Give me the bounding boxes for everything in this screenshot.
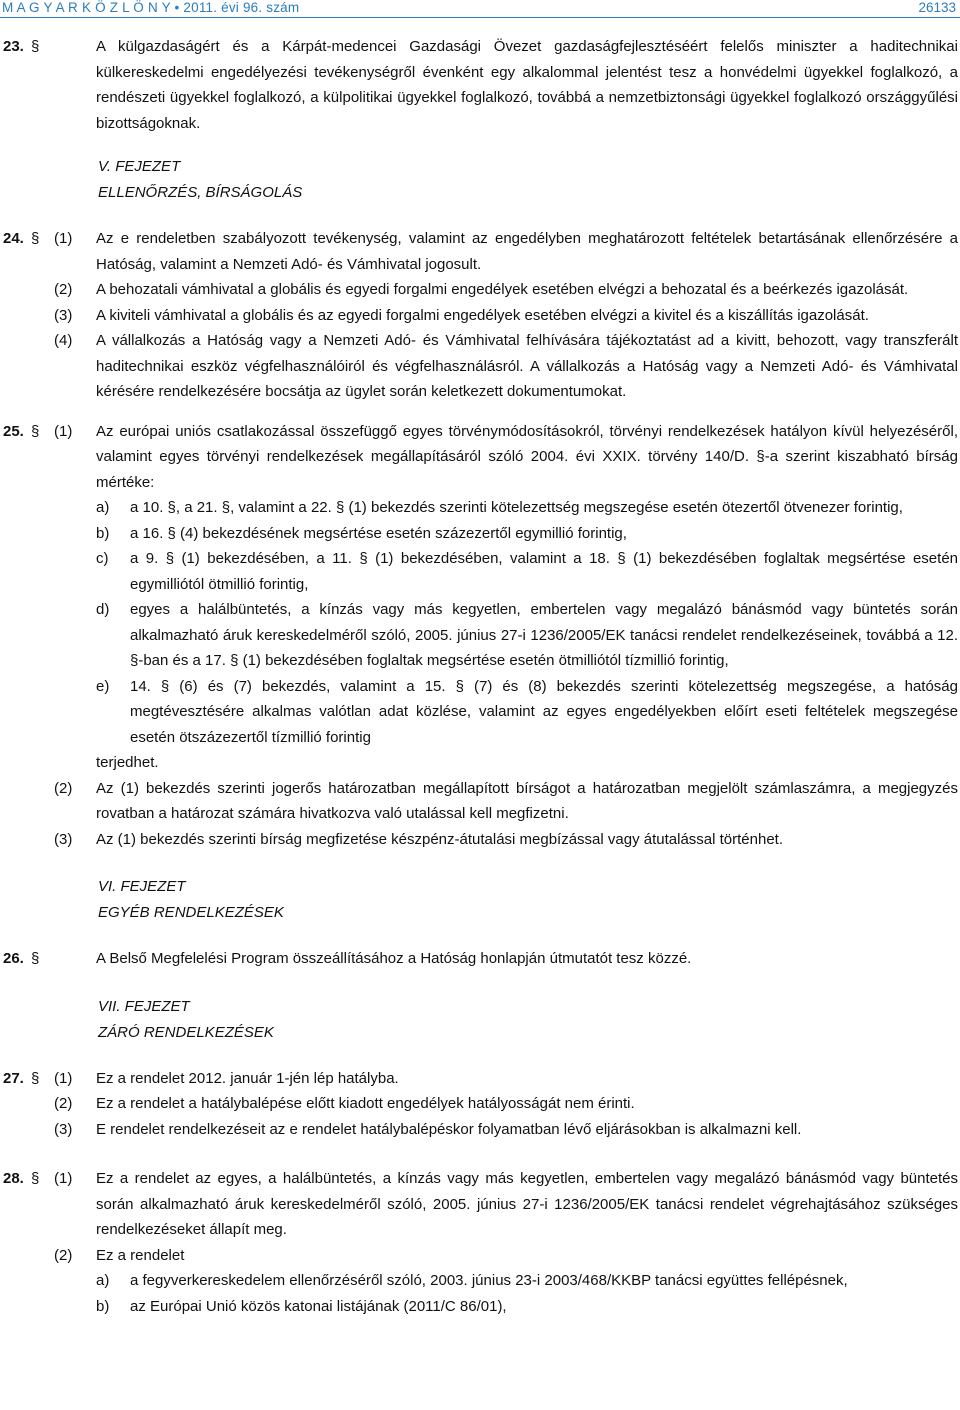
item-label: e) bbox=[96, 677, 110, 695]
item-text: a 9. § (1) bekezdésében, a 11. § (1) bekezdésében, valamint a 18. § (1) bekezdésében foglaltak megsértése esetén egymilliótól ötmillió forintig, bbox=[130, 550, 958, 593]
paragraph bbox=[54, 776, 958, 827]
section-number: 25. bbox=[3, 422, 24, 440]
paragraph-text: A behozatali vámhivatal a globális és egyedi forgalmi engedélyek esetében elvégzi a behozatal és a beérkezés igazolását. bbox=[96, 281, 909, 298]
running-header bbox=[0, 0, 960, 18]
section-symbol: § bbox=[31, 38, 40, 55]
paragraph-intro: Ez a rendelet bbox=[96, 1246, 185, 1264]
section-26 bbox=[0, 946, 958, 972]
paragraph bbox=[54, 277, 958, 303]
paragraph-label: (2) bbox=[54, 779, 73, 797]
section-number: 23. bbox=[3, 38, 24, 55]
item-label: c) bbox=[96, 550, 109, 567]
item-list bbox=[96, 1268, 848, 1319]
section-symbol: § bbox=[31, 950, 40, 967]
paragraph bbox=[54, 1117, 958, 1143]
paragraph-label: (1) bbox=[54, 422, 73, 440]
journal-title: M A G Y A R K Ö Z L Ö N Y • 2011. évi 96. szám bbox=[2, 0, 300, 15]
section-27 bbox=[0, 1066, 958, 1143]
chapter-title: VII. FEJEZET bbox=[98, 997, 190, 1015]
section-number: 26. bbox=[3, 950, 24, 967]
paragraph-label: (2) bbox=[54, 281, 73, 298]
paragraph bbox=[54, 1066, 958, 1092]
chapter-subtitle: EGYÉB RENDELKEZÉSEK bbox=[98, 904, 284, 921]
item-label: d) bbox=[96, 601, 110, 618]
paragraph-tail: terjedhet. bbox=[96, 754, 159, 771]
list-item bbox=[96, 597, 958, 674]
paragraph-label: (2) bbox=[54, 1095, 73, 1112]
paragraph bbox=[54, 1166, 958, 1243]
section-text: A külgazdaságért és a Kárpát-medencei Gazdasági Övezet gazdaságfejlesztéséért felelős miniszter a haditechnikai külkereskedelmi engedélyezési tevékenységről évenként egy alkalommal jelentést tesz a honvédelmi ügyekkel foglalkozó, a rendészeti ügyekkel foglalkozó, a külpolitikai ügyekkel foglalkozó, továbbá a nemzetbiztonsági ügyekkel foglalkozó országgyűlési bizottságoknak. bbox=[96, 38, 958, 132]
chapter-title: V. FEJEZET bbox=[98, 158, 181, 175]
list-item bbox=[96, 1294, 848, 1320]
section-25 bbox=[0, 419, 958, 853]
chapter-7-heading bbox=[98, 994, 958, 1046]
section-number: 24. bbox=[3, 230, 24, 247]
section-number: 28. bbox=[3, 1170, 24, 1187]
paragraph-text: Ez a rendelet az egyes, a halálbüntetés, a kínzás vagy más kegyetlen, embertelen vagy megalázó bánásmód vagy büntetés során alkalmazható áruk kereskedelméről szóló, 2005. június 27-i 1236/2005/EK tanácsi rendelet végrehajtásához szükséges rendelkezéseket állapít meg. bbox=[96, 1170, 958, 1238]
paragraph-intro: Az európai uniós csatlakozással összefüggő egyes törvénymódosításokról, törvényi rendelkezések hatályon kívül helyezéséről, valamint egyes törvényi rendelkezések megállapításáról szóló 2004. évi XXIX. törvény 140/D. §-a szerint kiszabható bírság mértéke: bbox=[96, 422, 958, 491]
chapter-5-heading bbox=[98, 154, 958, 206]
paragraph bbox=[54, 226, 958, 277]
chapter-title: VI. FEJEZET bbox=[98, 878, 186, 895]
section-symbol: § bbox=[31, 230, 40, 247]
paragraph bbox=[54, 1091, 958, 1117]
paragraph-text: A kiviteli vámhivatal a globális és az egyedi forgalmi engedélyek esetében elvégzi a kivitel és a kiszállítás igazolását. bbox=[96, 306, 869, 324]
item-label: a) bbox=[96, 499, 110, 516]
item-text: egyes a halálbüntetés, a kínzás vagy más kegyetlen, embertelen vagy megalázó bánásmód vagy büntetés során alkalmazható áruk kereskedelméről szóló, 2005. június 27-i 1236/2005/EK tanácsi rendelet rendelkezéseinek, továbbá a 12. §-ban és a 17. § (1) bekezdésében foglaltak megsértése esetén ötmilliótól tízmillió forintig, bbox=[130, 601, 958, 669]
document-body bbox=[0, 34, 958, 1319]
item-text: a 10. §, a 21. §, valamint a 22. § (1) bekezdés szerinti kötelezettség megszegése esetén ötezertől ötvenezer forintig, bbox=[130, 499, 903, 516]
item-text: a 16. § (4) bekezdésének megsértése esetén százezertől egymillió forintig, bbox=[130, 524, 627, 542]
paragraph-text: Az (1) bekezdés szerinti bírság megfizetése készpénz-átutalási megbízással vagy átutalással történhet. bbox=[96, 830, 784, 848]
section-symbol: § bbox=[31, 1069, 40, 1087]
section-symbol: § bbox=[31, 1170, 40, 1187]
paragraph-text: A vállalkozás a Hatóság vagy a Nemzeti Adó- és Vámhivatal felhívására tájékoztatást ad a kivitt, behozott, vagy transzferált haditechnikai eszköz végfelhasználóiról és végfelhasználásról. A vállalkozás a Hatóság vagy a Nemzeti Adó- és Vámhivatal kérésére rendelkezésére bocsátja az ügylet során keletkezett dokumentumokat. bbox=[96, 332, 958, 400]
chapter-6-heading bbox=[98, 874, 958, 926]
item-label: b) bbox=[96, 524, 110, 542]
chapter-subtitle: ZÁRÓ RENDELKEZÉSEK bbox=[98, 1023, 274, 1041]
list-item bbox=[96, 521, 958, 547]
paragraph bbox=[54, 419, 958, 776]
item-list bbox=[96, 495, 958, 750]
chapter-subtitle: ELLENŐRZÉS, BÍRSÁGOLÁS bbox=[98, 184, 303, 201]
paragraph-text: Ez a rendelet a hatálybalépése előtt kiadott engedélyek hatályosságát nem érinti. bbox=[96, 1095, 635, 1112]
item-label: a) bbox=[96, 1272, 110, 1289]
item-label: b) bbox=[96, 1297, 110, 1315]
paragraph-label: (2) bbox=[54, 1246, 73, 1264]
paragraph-label: (3) bbox=[54, 1120, 73, 1138]
paragraph-text: Az (1) bekezdés szerinti jogerős határozatban megállapított bírságot a határozatban megjelölt számlaszámra, a megjegyzés rovatban a határozat számára hivatkozva való utalással kell megfizetni. bbox=[96, 779, 958, 822]
header-rule bbox=[0, 17, 960, 18]
section-24 bbox=[0, 226, 958, 405]
paragraph-label: (1) bbox=[54, 1069, 73, 1087]
paragraph bbox=[54, 827, 958, 853]
paragraph-text: E rendelet rendelkezéseit az e rendelet hatálybalépéskor folyamatban lévő eljárásokban is alkalmazni kell. bbox=[96, 1120, 802, 1138]
list-item bbox=[96, 1268, 848, 1294]
section-28 bbox=[0, 1166, 958, 1319]
paragraph-text: Az e rendeletben szabályozott tevékenység, valamint az engedélyben meghatározott feltételek betartásának ellenőrzésére a Hatóság, valamint a Nemzeti Adó- és Vámhivatal jogosult. bbox=[96, 230, 958, 273]
section-number: 27. bbox=[3, 1069, 24, 1087]
page-number: 26133 bbox=[918, 0, 956, 15]
paragraph bbox=[54, 303, 958, 329]
item-text: 14. § (6) és (7) bekezdés, valamint a 15. § (7) és (8) bekezdés szerinti kötelezettség megszegése, a hatóság megtévesztésére alkalmas valótlan adat közlése, valamint az egyes engedélyekben előírt eseti feltételek megszegése esetén ötszázezertől tízmillió forintig bbox=[130, 677, 958, 746]
list-item bbox=[96, 674, 958, 751]
list-item bbox=[96, 546, 958, 597]
paragraph-label: (4) bbox=[54, 332, 73, 349]
paragraph-text: Ez a rendelet 2012. január 1-jén lép hatályba. bbox=[96, 1069, 399, 1087]
section-text: A Belső Megfelelési Program összeállításához a Hatóság honlapján útmutatót tesz közzé. bbox=[96, 950, 692, 967]
paragraph bbox=[54, 1243, 958, 1320]
item-text: a fegyverkereskedelem ellenőrzéséről szóló, 2003. június 23-i 2003/468/KKBP tanácsi együttes fellépésnek, bbox=[130, 1272, 848, 1289]
paragraph-label: (1) bbox=[54, 1170, 73, 1187]
paragraph-label: (1) bbox=[54, 230, 73, 247]
paragraph-label: (3) bbox=[54, 306, 73, 324]
item-text: az Európai Unió közös katonai listájának (2011/C 86/01), bbox=[130, 1297, 507, 1315]
section-23 bbox=[0, 34, 958, 136]
paragraph bbox=[54, 328, 958, 405]
section-symbol: § bbox=[31, 422, 40, 440]
paragraph-label: (3) bbox=[54, 830, 73, 848]
list-item bbox=[96, 495, 958, 521]
